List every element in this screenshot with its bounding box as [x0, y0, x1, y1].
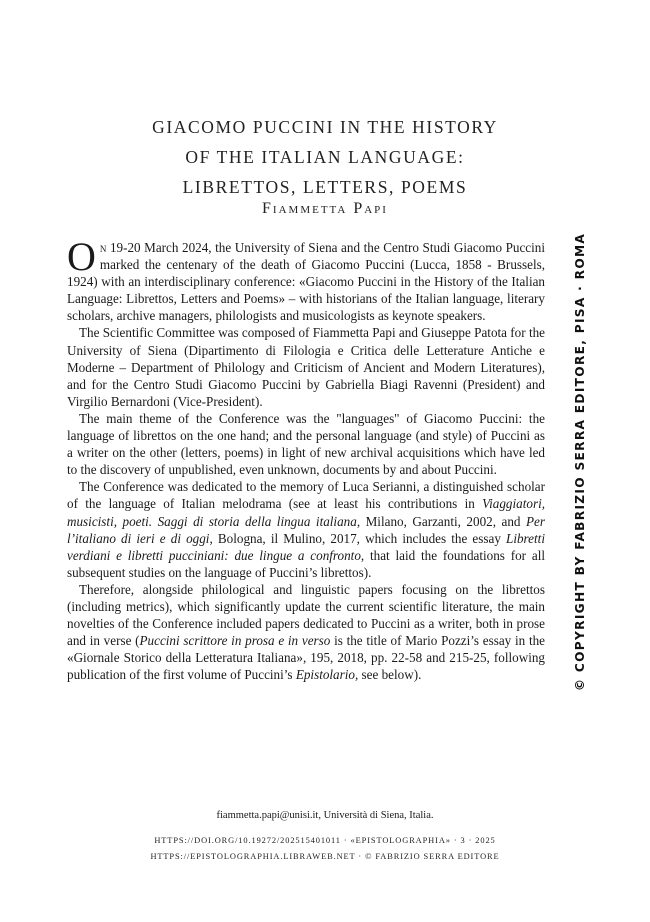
- title-line-2: OF THE ITALIAN LANGUAGE:: [185, 147, 465, 167]
- paragraph-text: The Conference was dedicated to the memory of Luca Serianni, a distinguished scholar of the language of Italian melodrama (see at least his contributions in: [67, 479, 545, 512]
- paragraph-text: , that laid the foundations for all subsequent studies on the language of Puccini’s librettos).: [67, 547, 545, 580]
- paragraph-text: , Milano, Garzanti, 2002, and: [356, 513, 527, 529]
- author-affiliation-footnote: fiammetta.papi@unisi.it, Università di Siena, Italia.: [216, 810, 434, 821]
- body-paragraph: [67, 234, 545, 324]
- paragraph-text: is the title of Mario Pozzi’s essay in the «Giornale Storico della Letteratura Italiana», 195, 2018, pp. 22-58 and 215-25, following publication of the first volume of Puccini’s: [67, 633, 545, 683]
- drop-cap: O: [67, 234, 96, 279]
- article-title: [0, 112, 650, 202]
- body-paragraph: [67, 410, 545, 478]
- website-footer-line: HTTPS://EPISTOLOGRAPHIA.LIBRAWEB.NET · © FABRIZIO SERRA EDITORE: [150, 852, 500, 861]
- copyright-vertical-text: © COPYRIGHT BY FABRIZIO SERRA EDITORE, PISA · ROMA: [573, 232, 587, 692]
- paragraph-text: The main theme of the Conference was the "languages" of Giacomo Puccini: the language of librettos on the one hand; and the personal language (and style) of Puccini as a writer on the other (letters, poems) in light of new archival acquisitions which have led to the discovery of unpublished, even unknown, documents by and about Puccini.: [67, 410, 545, 478]
- lead-small-caps: n: [99, 240, 107, 255]
- italic-title-text: Viaggiatori, musicisti, poeti. Saggi di storia della lingua italiana: [67, 496, 545, 529]
- article-body: [67, 234, 546, 683]
- paragraph-text: 19-20 March 2024, the University of Siena and the Centro Studi Giacomo Puccini marked the centenary of the death of Giacomo Puccini (Lucca, 1858 - Brussels, 1924) with an interdisciplinary conference: «Giacomo Puccini in the History of the Italian Language: Librettos, Letters and Poems» – with historians of the Italian language, literary scholars, archive managers, philologists and musicologists as keynote speakers.: [67, 240, 545, 324]
- doi-footer-line: HTTPS://DOI.ORG/10.19272/202515401011 · «EPISTOLOGRAPHIA» · 3 · 2025: [154, 836, 496, 845]
- italic-title-text: Epistolario: [295, 667, 355, 683]
- body-paragraph: [67, 324, 545, 409]
- body-paragraph: [67, 581, 545, 684]
- title-line-3: LIBRETTOS, LETTERS, POEMS: [182, 177, 468, 197]
- paragraph-text: Therefore, alongside philological and linguistic papers focusing on the librettos (including metrics), which significantly update the current scientific literature, the main novelties of the Conference included papers dedicated to Puccini as a writer, both in prose and in verse (: [67, 581, 545, 649]
- italic-title-text: Libretti verdiani e libretti pucciniani: due lingue a confronto: [67, 530, 545, 563]
- paragraph-text: , Bologna, il Mulino, 2017, which includes the essay: [209, 530, 507, 546]
- paragraph-text: The Scientific Committee was composed of Fiammetta Papi and Giuseppe Patota for the University of Siena (Dipartimento di Filologia e Critica delle Letterature Antiche e Moderne – Department of Philology and Criticism of Ancient and Modern Literatures), and for the Centro Studi Giacomo Puccini by Gabriella Biagi Ravenni (President) and Virgilio Bernardoni (Vice-President).: [67, 325, 545, 409]
- paragraph-text: , see below).: [354, 667, 422, 683]
- title-line-1: GIACOMO PUCCINI IN THE HISTORY: [152, 117, 498, 137]
- italic-title-text: Per l’italiano di ieri e di oggi: [67, 513, 546, 546]
- author-name: Fiammetta Papi: [262, 200, 388, 217]
- body-paragraph: [67, 478, 545, 581]
- italic-title-text: Puccini scrittore in prosa e in verso: [139, 633, 331, 649]
